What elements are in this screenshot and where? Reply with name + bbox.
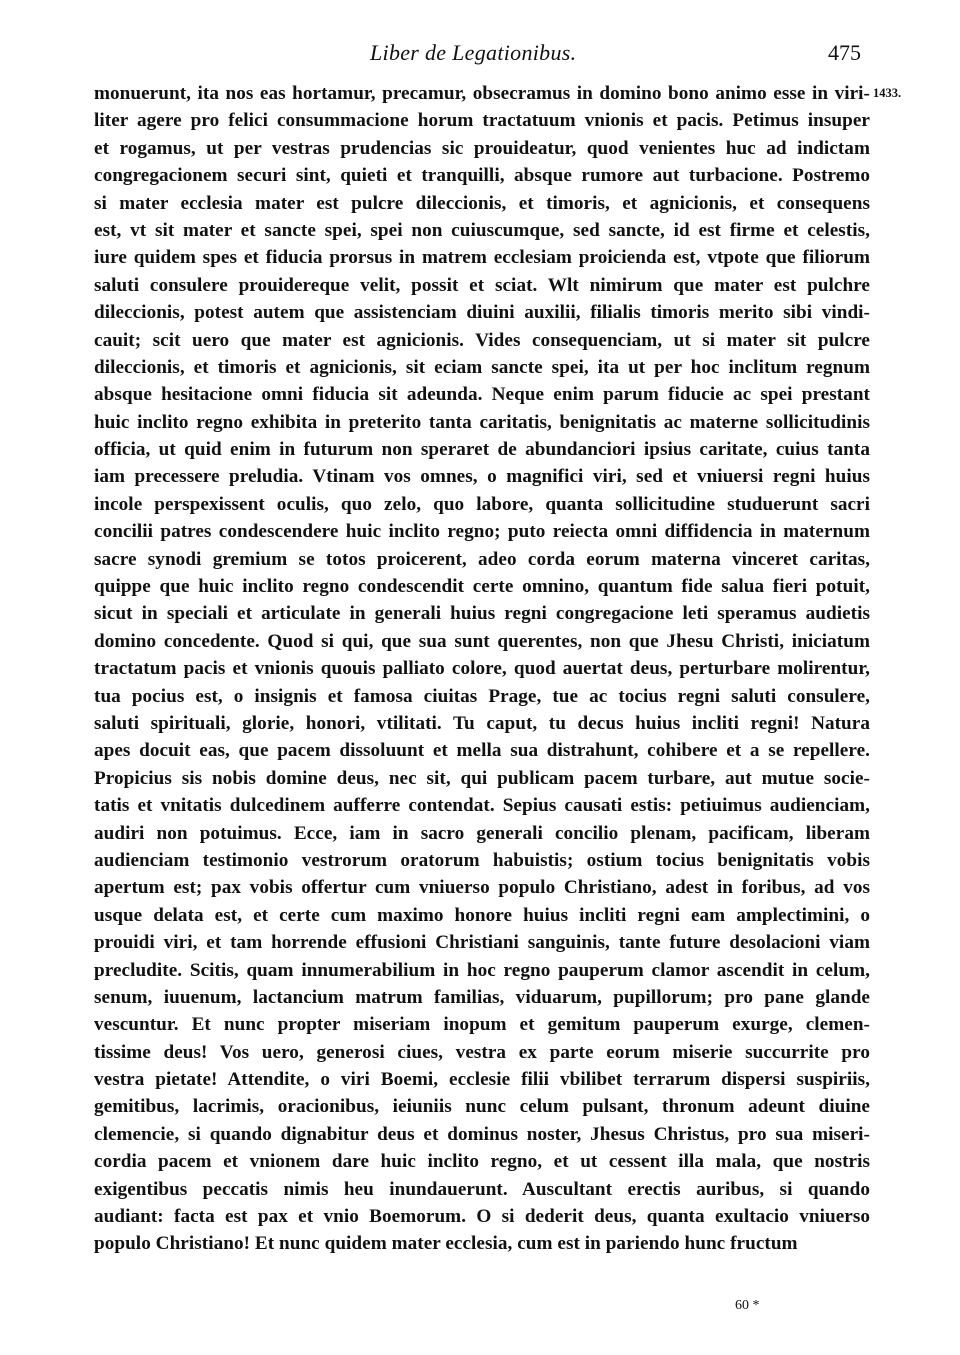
text-line: et rogamus, ut per vestras prudencias sic prouideatur, quod venientes huc ad indictam [94,137,870,159]
text-line: monuerunt, ita nos eas hortamur, precamur, obsecramus in domino bono animo esse in viri- [94,83,870,104]
text-line: huic inclito regno exhibita in preterito tanta caritatis, benignitatis ac materne sollicitudinis [94,411,870,433]
text-line: incole perspexissent oculis, quo zelo, quo labore, quanta sollicitudine studuerunt sacri [94,493,870,515]
text-line: saluti consulere prouidereque velit, possit et sciat. Wlt nimirum que mater est pulchre [94,274,870,296]
text-line: tractatum pacis et vnionis quouis palliato colore, quod auertat deus, perturbare molirentur, [94,658,870,680]
text-line: apertum est; pax vobis offertur cum vniuerso populo Christiano, adest in foribus, ad vos [94,877,870,899]
text-line: liter agere pro felici consummacione horum tractatuum vnionis et pacis. Petimus insuper [94,110,870,132]
text-line: tissime deus! Vos uero, generosi ciues, vestra ex parte eorum miserie succurrite pro [94,1041,870,1063]
text-line: senum, iuuenum, lactancium matrum familias, viduarum, pupillorum; pro pane glande [94,986,870,1008]
text-line: precludite. Scitis, quam innumerabilium in hoc regno pauperum clamor ascendit in celum, [94,959,870,981]
text-line: apes docuit eas, que pacem dissoluunt et mella sua distrahunt, cohibere et a se repellere. [94,740,870,762]
text-line: vestra pietate! Attendite, o viri Boemi, ecclesie filii vbilibet terrarum dispersi suspiriis, [94,1069,870,1091]
text-line: officia, ut quid enim in futurum non speraret de abundanciori ipsius caritate, cuius tanta [94,439,870,461]
text-line: domino concedente. Quod si qui, que sua sunt querentes, non que Jhesu Christi, iniciatum [94,630,870,652]
margin-year-note: 1433. [873,86,902,100]
text-line: vescuntur. Et nunc propter miseriam inopum et gemitum pauperum exurge, clemen- [94,1014,870,1036]
text-line: populo Christiano! Et nunc quidem mater ecclesia, cum est in pariendo hunc fructum [94,1233,798,1255]
text-line: est, vt sit mater et sancte spei, spei non cuiuscumque, sed sancte, id est firme et celestis, [94,219,870,241]
text-line: cordia pacem et vnionem dare huic inclito regno, et ut cessent illa mala, que nostris [94,1151,870,1173]
text-line: exigentibus peccatis nimis heu inundauerunt. Auscultant erectis auribus, si quando [94,1178,870,1200]
text-line: saluti spirituali, glorie, honori, vtilitati. Tu caput, tu decus huius incliti regni! Natura [94,712,870,734]
text-line: audiri non potuimus. Ecce, iam in sacro generali concilio plenam, pacificam, liberam [94,822,870,844]
text-line: Propicius sis nobis domine deus, nec sit, qui publicam pacem turbare, aut mutue socie- [94,767,870,789]
text-line: concilii patres condescendere huic inclito regno; puto reiecta omni diffidencia in maternum [94,521,870,543]
text-line: congregacionem securi sint, quieti et tranquilli, absque rumore aut turbacione. Postremo [94,165,870,187]
text-line: prouidi viri, et tam horrende effusioni Christiani sanguinis, tante future desolacioni viam [94,932,870,954]
text-line: absque hesitacione omni fiducia sit adeunda. Neque enim parum fiducie ac spei prestant [94,384,870,406]
text-line: dileccionis, et timoris et agnicionis, sit eciam sancte spei, ita ut per hoc inclitum regnum [94,356,870,378]
text-line: iam precessere preludia. Vtinam vos omnes, o magnifici viri, sed et vniuersi regni huius [94,466,870,488]
body-text [94,80,870,1258]
text-line: gemitibus, lacrimis, oracionibus, ieiuniis nunc celum pulsant, thronum adeunt diuine [94,1096,870,1118]
text-line: si mater ecclesia mater est pulcre dileccionis, et timoris, et agnicionis, et consequens [94,192,870,214]
running-title: Liber de Legationibus. [370,40,577,65]
text-line: clemencie, si quando dignabitur deus et dominus noster, Jhesus Christus, pro sua miseri- [94,1123,870,1145]
text-line: cauit; scit uero que mater est agnicionis. Vides consequenciam, ut si mater sit pulcre [94,329,870,351]
text-line: sacre synodi gremium se totos proicerent, adeo corda eorum materna vinceret caritas, [94,548,870,570]
text-line: audiant: facta est pax et vnio Boemorum. O si dederit deus, quanta exultacio vniuerso [94,1206,870,1228]
text-line: sicut in speciali et articulate in generali huius regni congregacione leti speramus audietis [94,603,870,625]
text-line: quippe que huic inclito regno condescendit certe omnino, quantum fide salua fieri potuit, [94,576,870,598]
signature-mark: 60 * [735,1298,760,1313]
text-line: usque delata est, et certe cum maximo honore huius incliti regni eam amplectimini, o [94,904,870,926]
text-line: tatis et vnitatis dulcedinem aufferre contendat. Sepius causati estis: petiuimus audienciam, [94,795,870,817]
text-line: tua pocius est, o insignis et famosa ciuitas Prage, tue ac tocius regni saluti consulere, [94,685,870,707]
text-line: audienciam testimonio vestrorum oratorum habuistis; ostium tocius benignitatis vobis [94,849,870,871]
page-number: 475 [828,40,861,65]
text-line: iure quidem spes et fiducia prorsus in matrem ecclesiam proicienda est, vtpote que filiorum [94,247,870,269]
text-line: dileccionis, potest autem que assistenciam diuini auxilii, filialis timoris merito sibi vindi- [94,302,870,324]
